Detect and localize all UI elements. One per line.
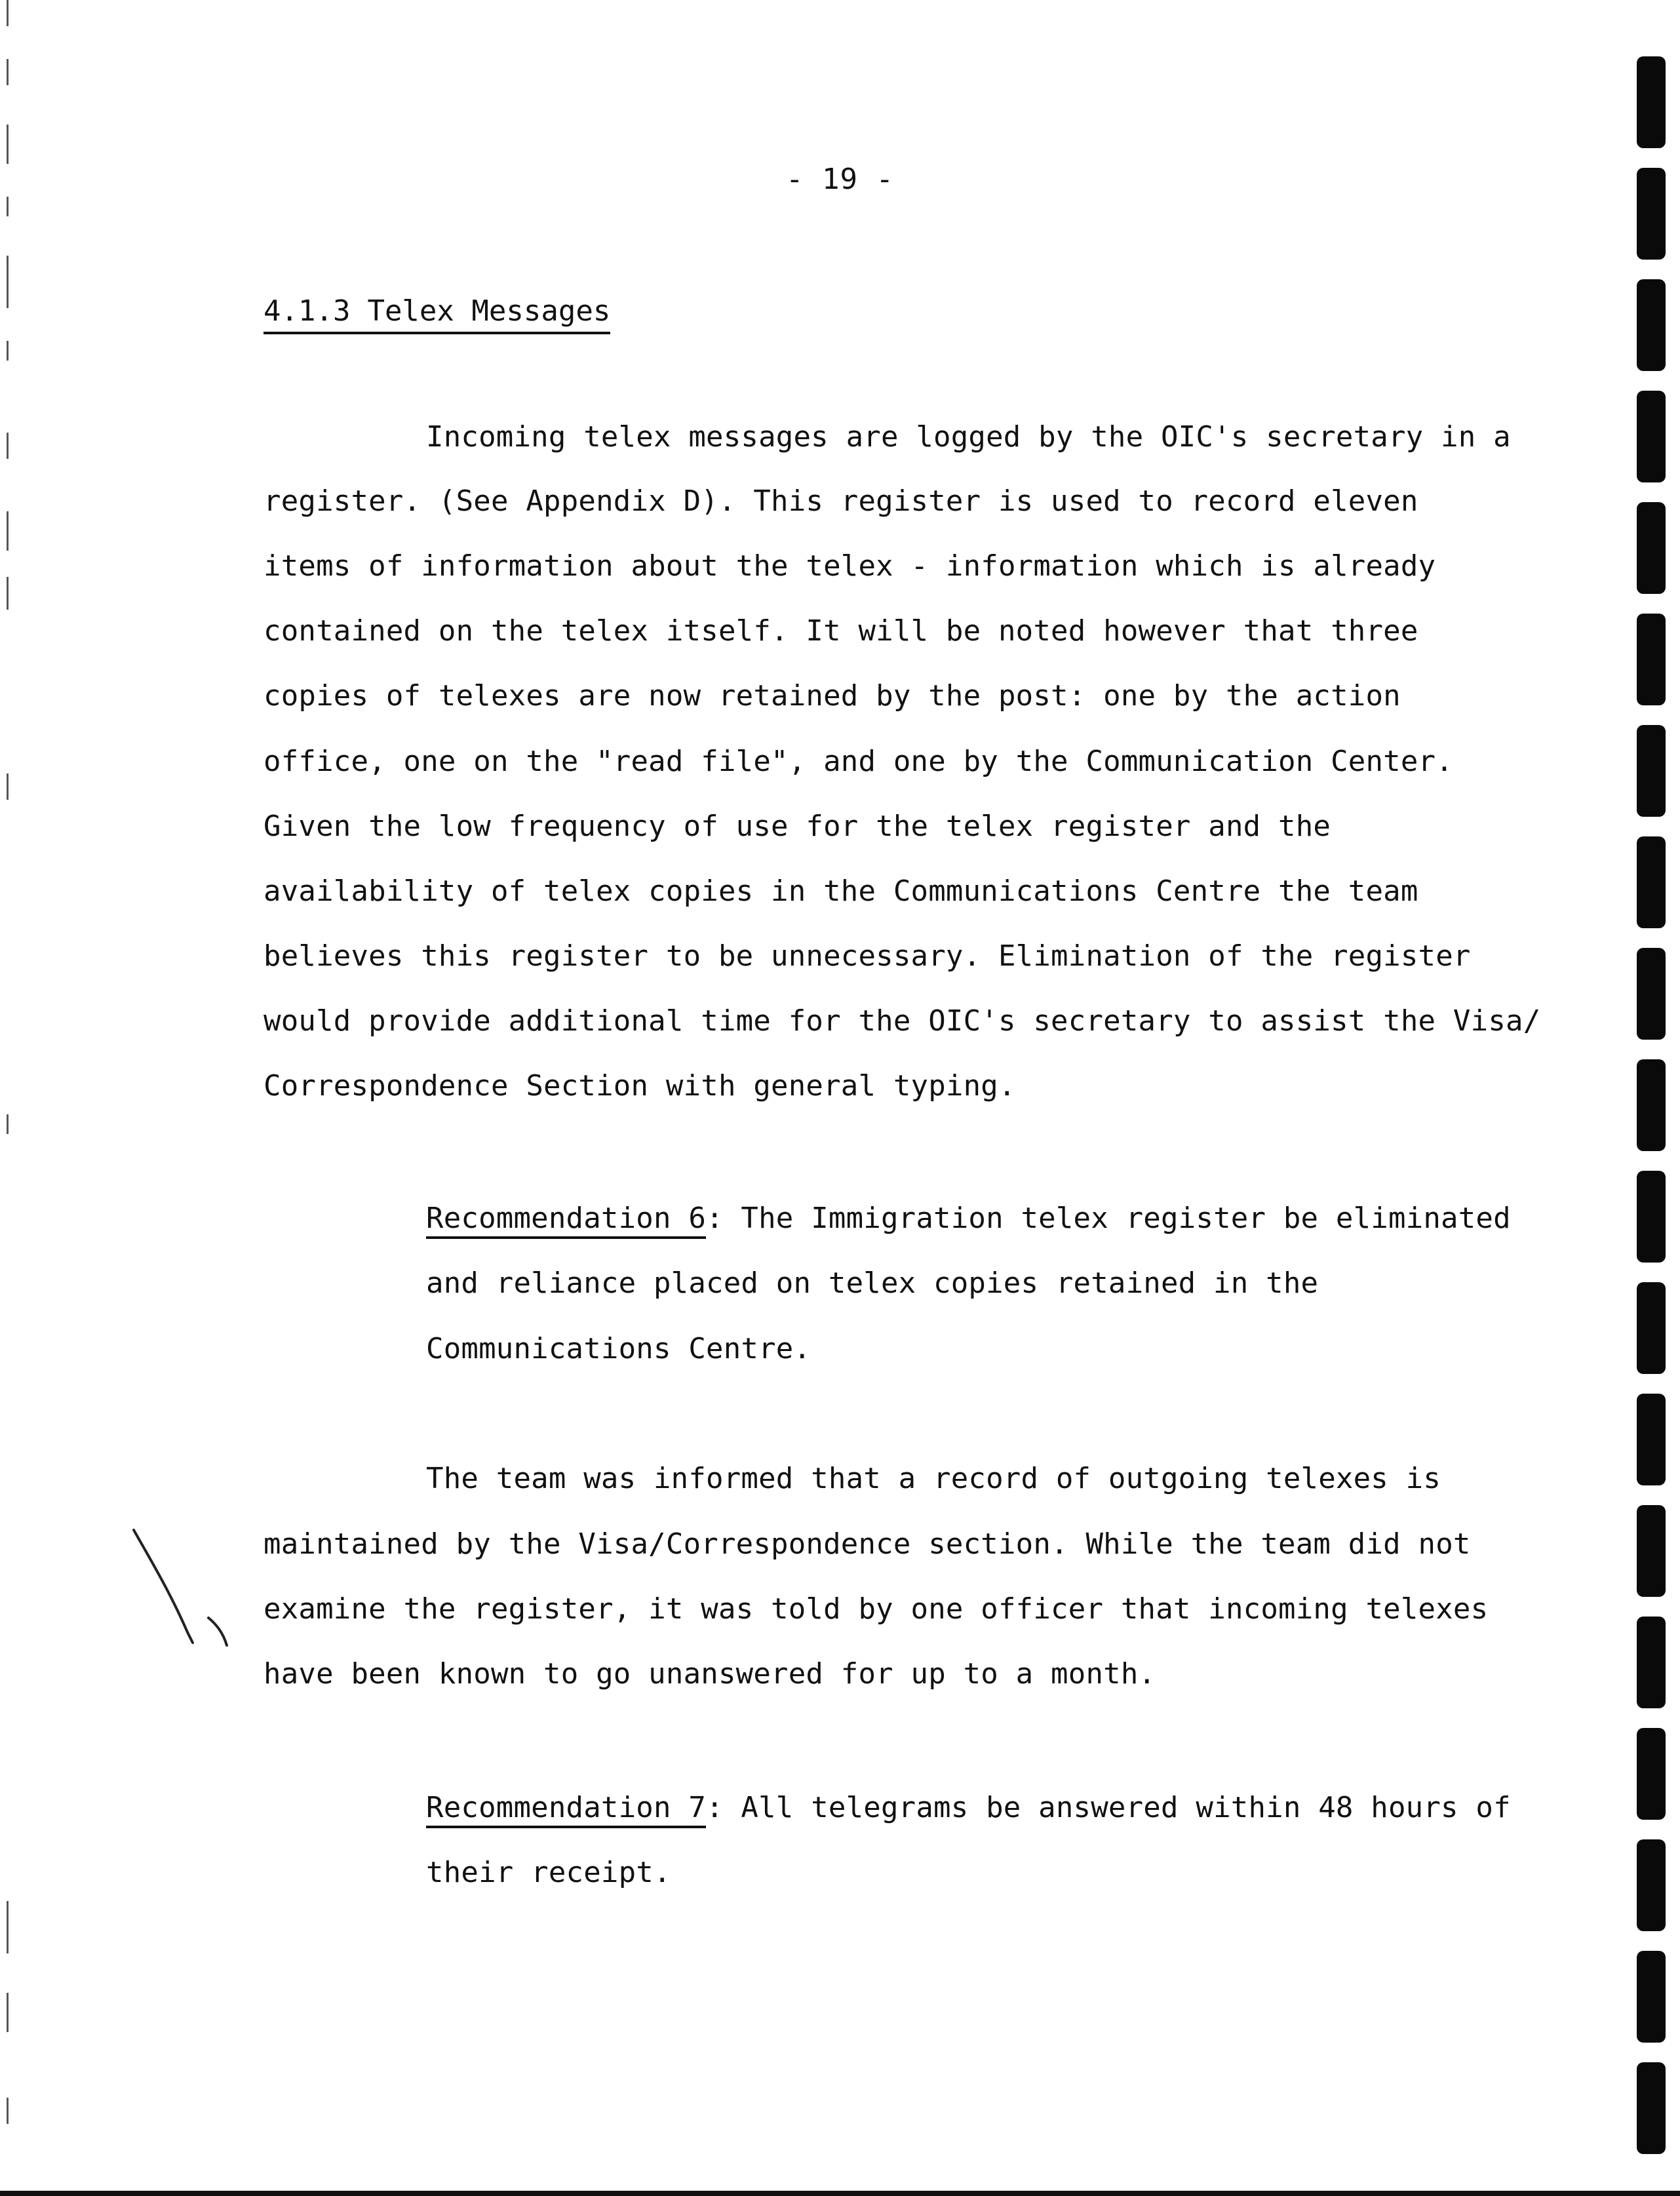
text-line: The team was informed that a record of outgoing telexes is xyxy=(426,1462,1441,1495)
text-line: have been known to go unanswered for up to a month. xyxy=(264,1657,1156,1691)
section-heading xyxy=(264,294,610,334)
handwritten-margin-mark xyxy=(125,1521,256,1672)
section-number: 4.1.3 xyxy=(264,294,351,328)
bottom-border xyxy=(0,2191,1680,2196)
text-line: maintained by the Visa/Correspondence section. While the team did not xyxy=(264,1527,1471,1561)
text-line: copies of telexes are now retained by the post: one by the action xyxy=(264,679,1401,713)
binding-holes xyxy=(1633,46,1666,2189)
text-line: Incoming telex messages are logged by the OIC's secretary in a xyxy=(426,420,1511,454)
left-edge-marks xyxy=(4,0,13,2196)
text-line: would provide additional time for the OIC's secretary to assist the Visa/ xyxy=(264,1004,1541,1038)
recommendation-label: Recommendation 6 xyxy=(426,1202,706,1239)
recommendation-line: their receipt. xyxy=(426,1856,671,1889)
text-line: contained on the telex itself. It will be noted however that three xyxy=(264,614,1418,648)
section-title: Telex Messages xyxy=(367,294,611,328)
text-line: items of information about the telex - information which is already xyxy=(264,549,1436,583)
text-line: Given the low frequency of use for the telex register and the xyxy=(264,810,1331,843)
text-line: availability of telex copies in the Communications Centre the team xyxy=(264,874,1418,908)
text-line: Correspondence Section with general typing. xyxy=(264,1069,1016,1103)
recommendation-line xyxy=(426,1790,1511,1826)
page-number: - 19 - xyxy=(786,163,894,196)
recommendation-text: : The Immigration telex register be eliminated xyxy=(706,1202,1511,1235)
text-line: believes this register to be unnecessary. Elimination of the register xyxy=(264,939,1471,973)
recommendation-label: Recommendation 7 xyxy=(426,1791,706,1828)
text-line: register. (See Appendix D). This register is used to record eleven xyxy=(264,484,1418,518)
recommendation-line: and reliance placed on telex copies retained in the xyxy=(426,1266,1319,1300)
text-line: examine the register, it was told by one officer that incoming telexes xyxy=(264,1592,1489,1626)
recommendation-line: Communications Centre. xyxy=(426,1332,811,1365)
recommendation-text: : All telegrams be answered within 48 hours of xyxy=(706,1791,1511,1824)
recommendation-line xyxy=(426,1201,1511,1236)
text-line: office, one on the "read file", and one by the Communication Center. xyxy=(264,745,1453,778)
